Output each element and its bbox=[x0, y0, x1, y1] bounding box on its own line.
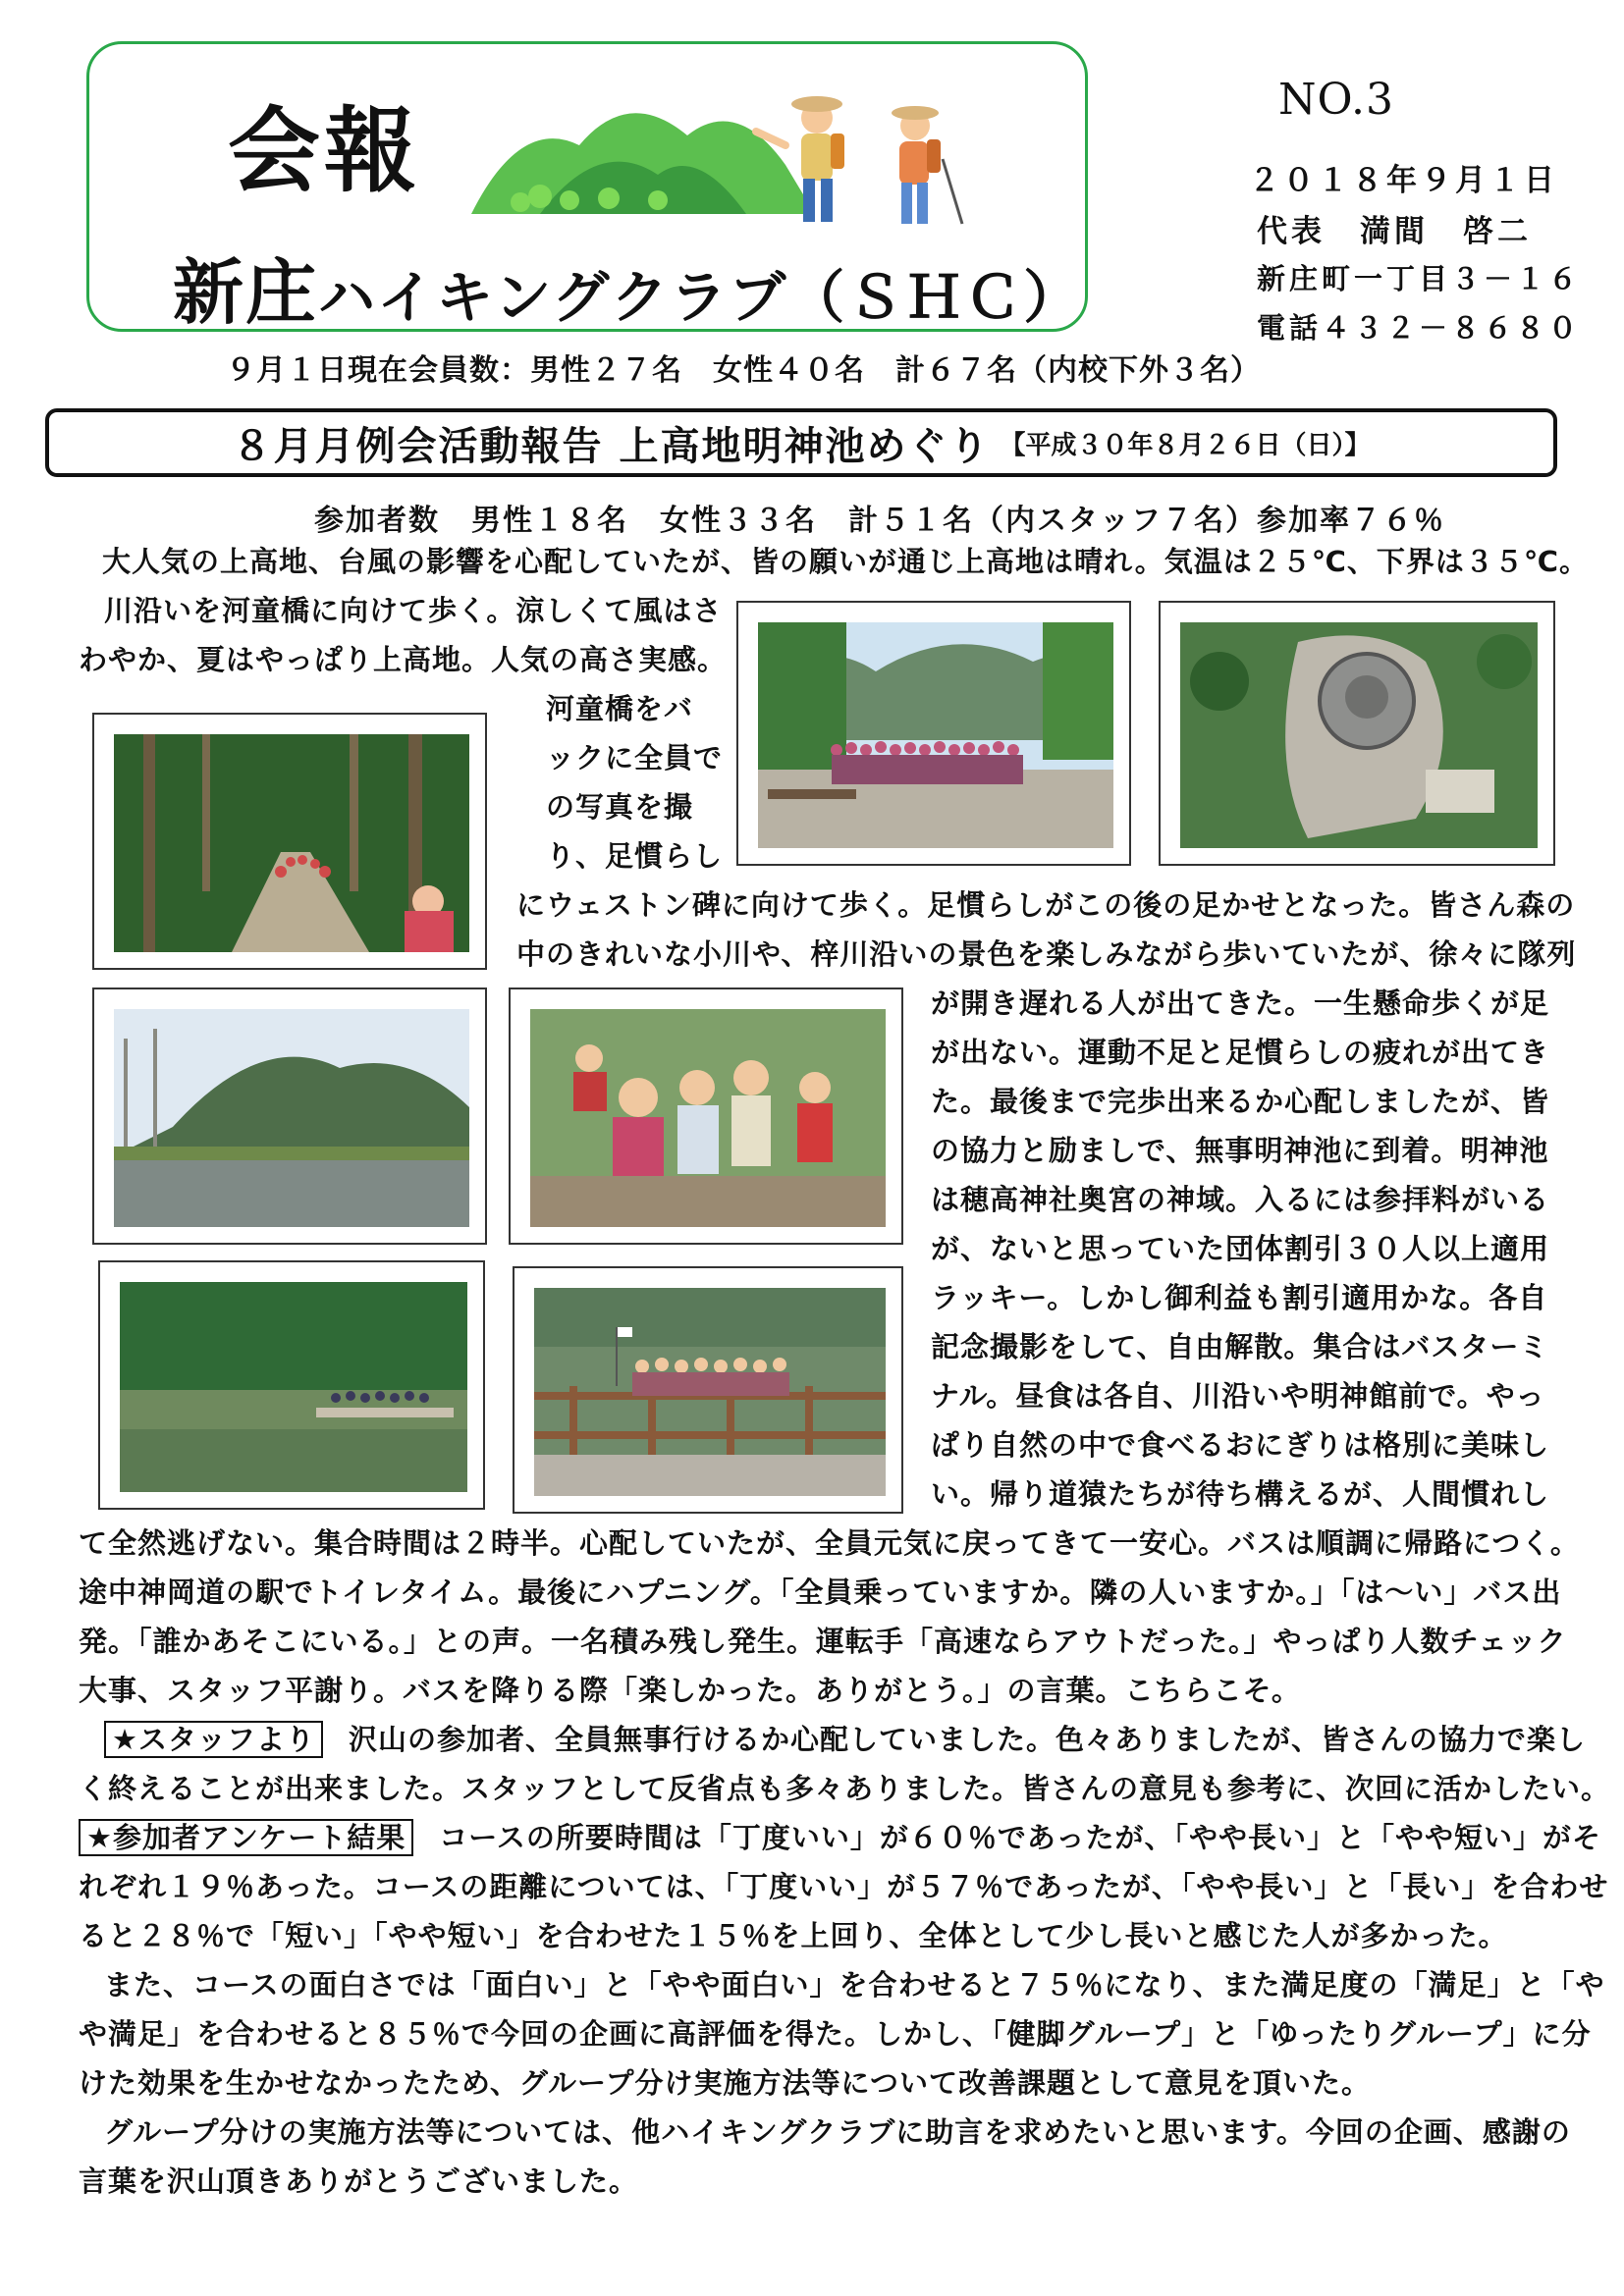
text-line: 言葉を沢山頂きありがとうございました。 bbox=[79, 2164, 639, 2198]
representative: 代表 満間 啓二 bbox=[1257, 214, 1532, 249]
text-line: また、コースの面白さでは「面白い」と「やや面白い」を合わせると７５％になり、また満足度の「満足」と「や bbox=[104, 1968, 1605, 2002]
photo-group-members bbox=[509, 988, 903, 1245]
text-line: コースの所要時間は「丁度いい」が６０％であったが、「やや長い」と「やや短い」がそ bbox=[439, 1821, 1602, 1854]
photo-forest-trail bbox=[92, 713, 487, 970]
text-line: れぞれ１９％あった。コースの距離については、「丁度いい」が５７％であったが、「やや長い」と「長い」を合わせ bbox=[79, 1870, 1609, 1903]
text-line: 発。「誰かあそこにいる。」との声。一名積み残し発生。運転手「高速ならアウトだった。」やっぱり人数チェック bbox=[79, 1625, 1567, 1658]
hiker-2-icon bbox=[892, 106, 962, 224]
text-line: ぱり自然の中で食べるおにぎりは格別に美味し bbox=[931, 1428, 1550, 1462]
text-line: 途中神岡道の駅でトイレタイム。最後にハプニング。「全員乗っていますか。隣の人いますか。」「は～い」バス出 bbox=[79, 1575, 1562, 1609]
member-count: ９月１日現在会員数：男性２７名 女性４０名 計６７名（内校下外３名） bbox=[226, 353, 1261, 388]
text-line: ると２８％で「短い」「やや短い」を合わせた１５％を上回り、全体として少し長いと感じた人が多かった。 bbox=[79, 1919, 1508, 1952]
photo-mountain-pond bbox=[92, 988, 487, 1245]
text-line: 大人気の上高地、台風の影響を心配していたが、皆の願いが通じ上高地は晴れ。気温は２５℃、下界は３５℃。 bbox=[102, 545, 1589, 578]
address: 新庄町一丁目３－１６ bbox=[1257, 262, 1582, 295]
participant-count: 参加者数 男性１８名 女性３３名 計５１名（内スタッフ７名）参加率７６％ bbox=[314, 504, 1445, 538]
hikers-illustration bbox=[461, 77, 1011, 238]
report-text-b bbox=[546, 684, 724, 881]
text-line: の写真を撮 bbox=[546, 790, 694, 824]
text-line: た。最後まで完歩出来るか心配しましたが、皆 bbox=[931, 1085, 1550, 1118]
survey-paragraph-3 bbox=[79, 2108, 1571, 2206]
text-line: 河童橋をバ bbox=[546, 692, 694, 725]
text-line: 大事、スタッフ平謝り。バスを降りる際「楽しかった。ありがとう。」の言葉。こちらこそ。 bbox=[79, 1674, 1301, 1707]
issue-number: NO.3 bbox=[1278, 75, 1394, 125]
club-name-kana: ハイキングクラブ（ＳＨＣ） bbox=[318, 264, 1083, 331]
report-text-e bbox=[79, 1519, 1580, 1715]
report-text-c bbox=[516, 881, 1577, 979]
photo-myojin-pond bbox=[98, 1260, 485, 1510]
text-line: は穂高神社奥宮の神域。入るには参拝料がいる bbox=[931, 1183, 1550, 1216]
survey-tag: ★参加者アンケート結果 bbox=[79, 1819, 413, 1856]
text-line: の協力と励ましで、無事明神池に到着。明神池 bbox=[931, 1134, 1549, 1167]
text-line: が、ないと思っていた団体割引３０人以上適用 bbox=[931, 1232, 1550, 1265]
report-text-a bbox=[79, 586, 728, 684]
text-line: にウェストン碑に向けて歩く。足慣らしがこの後の足かせとなった。皆さん森の bbox=[516, 888, 1576, 922]
club-name-kanji: 新庄 bbox=[173, 251, 319, 334]
text-line: けた効果を生かせなかったため、グループ分け実施方法等について改善課題として意見を頂いた。 bbox=[79, 2066, 1371, 2100]
club-name bbox=[173, 236, 1082, 338]
text-line: が開き遅れる人が出てきた。一生懸命歩くが足 bbox=[931, 987, 1550, 1020]
text-line: く終えることが出来ました。スタッフとして反省点も多々ありました。皆さんの意見も参考に、次回に活かしたい。 bbox=[79, 1772, 1611, 1805]
report-date: 【平成３０年８月２６日（日）】 bbox=[1000, 430, 1371, 460]
text-line: 中のきれいな小川や、梓川沿いの景色を楽しみながら歩いていたが、徐々に隊列 bbox=[516, 937, 1577, 971]
text-line: が出ない。運動不足と足慣らしの疲れが出てき bbox=[931, 1036, 1550, 1069]
photo-group-kappabashi bbox=[736, 601, 1131, 866]
report-text-d bbox=[931, 979, 1559, 1519]
issue-date: ２０１８年９月１日 bbox=[1249, 163, 1558, 198]
text-line: ックに全員で bbox=[546, 741, 724, 774]
staff-comments bbox=[79, 1715, 1611, 1960]
report-title: ８月月例会活動報告 上高地明神池めぐり bbox=[232, 423, 991, 469]
text-line: ラッキー。しかし御利益も割引適用かな。各自 bbox=[931, 1281, 1548, 1314]
text-line: 川沿いを河童橋に向けて歩く。涼しくて風はさ bbox=[104, 594, 723, 627]
photo-weston-monument bbox=[1159, 601, 1555, 866]
staff-tag: ★スタッフより bbox=[104, 1721, 323, 1758]
text-line: り、足慣らし bbox=[546, 839, 724, 873]
phone-number: 電話４３２－８６８０ bbox=[1257, 311, 1582, 345]
report-intro bbox=[102, 537, 1589, 586]
newsletter-label: 会報 bbox=[228, 97, 421, 205]
text-line: て全然逃げない。集合時間は２時半。心配していたが、全員元気に戻ってきて一安心。バスは順調に帰路につく。 bbox=[79, 1526, 1580, 1560]
survey-paragraph-2 bbox=[79, 1960, 1605, 2108]
text-line: 記念撮影をして、自由解散。集合はバスターミ bbox=[931, 1330, 1549, 1363]
text-line: い。帰り道猿たちが待ち構えるが、人間慣れし bbox=[931, 1477, 1550, 1511]
text-line: ナル。昼食は各自、川沿いや明神館前で。やっ bbox=[931, 1379, 1545, 1413]
report-title-box bbox=[45, 408, 1557, 477]
photo-bridge-group bbox=[513, 1266, 903, 1514]
text-line: グループ分けの実施方法等については、他ハイキングクラブに助言を求めたいと思います。今回の企画、感謝の bbox=[104, 2115, 1571, 2149]
text-line: や満足」を合わせると８５％で今回の企画に高評価を得た。しかし、「健脚グループ」と「ゆったりグループ」に分 bbox=[79, 2017, 1592, 2051]
text-line: 沢山の参加者、全員無事行けるか心配していました。色々ありましたが、皆さんの協力で楽し bbox=[349, 1723, 1587, 1756]
text-line: わやか、夏はやっぱり上高地。人気の高さ実感。 bbox=[79, 643, 728, 676]
